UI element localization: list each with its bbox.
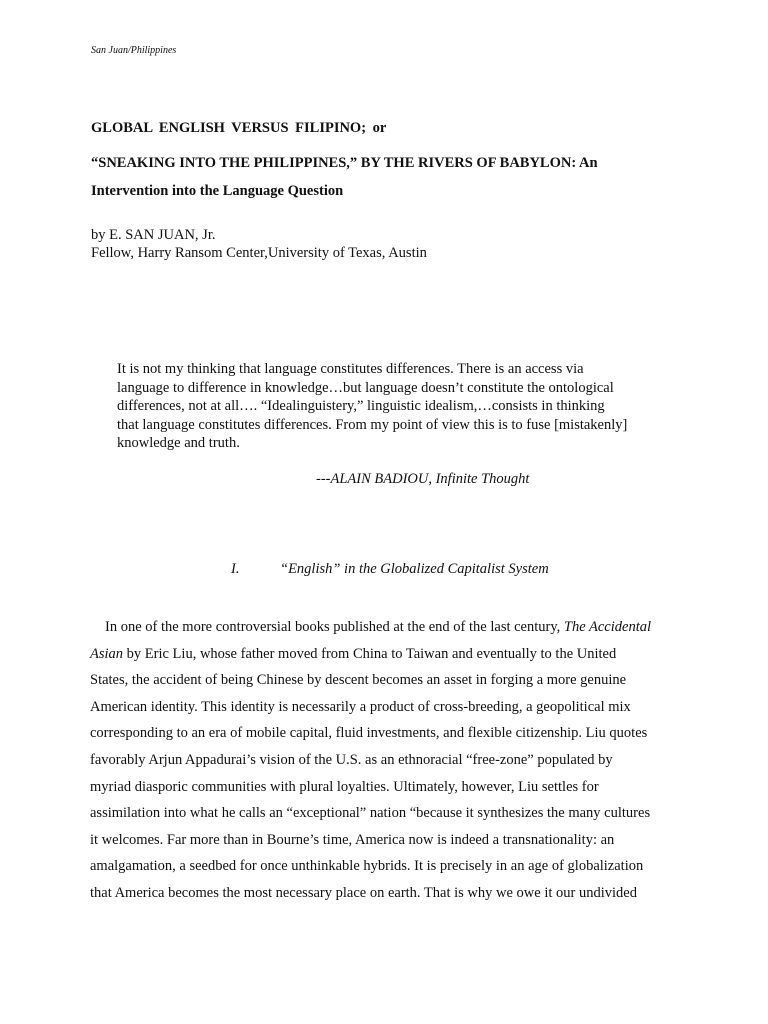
body-line	[90, 614, 680, 641]
body-line	[90, 641, 680, 668]
title-line-2: “SNEAKING INTO THE PHILIPPINES,” BY THE RIVERS OF BABYLON: An	[91, 155, 598, 171]
epigraph-line: differences, not at all…. “Idealinguistery,” linguistic idealism,…consists in thinking	[117, 398, 605, 414]
body-text-run: In one of the more controversial books published at the end of the last century,	[105, 619, 564, 635]
body-line: favorably Arjun Appadurai’s vision of the U.S. as an ethnoracial “free-zone” populated by	[90, 751, 613, 768]
body-line: that America becomes the most necessary place on earth. That is why we owe it our undivided	[90, 884, 637, 901]
epigraph-line: knowledge and truth.	[117, 435, 240, 451]
author-byline: by E. SAN JUAN, Jr.	[91, 227, 216, 243]
running-header: San Juan/Philippines	[91, 45, 177, 56]
section-heading: “English” in the Globalized Capitalist System	[280, 561, 549, 577]
epigraph-line: It is not my thinking that language constitutes differences. There is an access via	[117, 361, 584, 377]
body-line: assimilation into what he calls an “exceptional” nation “because it synthesizes the many cultures	[90, 805, 651, 822]
epigraph-attribution: ---ALAIN BADIOU, Infinite Thought	[316, 471, 530, 487]
epigraph-line: that language constitutes differences. From my point of view this is to fuse [mistakenly]	[117, 416, 628, 433]
body-line: American identity. This identity is necessarily a product of cross-breeding, a geopolitical mix	[90, 698, 631, 715]
book-title-italic: The Accidental	[563, 619, 652, 635]
epigraph-quote	[117, 360, 647, 453]
body-line: myriad diasporic communities with plural loyalties. Ultimately, however, Liu settles for	[90, 778, 599, 795]
author-affiliation: Fellow, Harry Ransom Center,University of Texas, Austin	[91, 245, 427, 261]
book-title-italic: Asian	[90, 645, 124, 662]
section-number: I.	[231, 561, 240, 577]
body-line: States, the accident of being Chinese by descent becomes an asset in forging a more genuine	[90, 672, 627, 689]
body-paragraph	[90, 614, 680, 907]
body-line: amalgamation, a seedbed for once unthinkable hybrids. It is precisely in an age of globalization	[90, 858, 644, 875]
title-line-3: Intervention into the Language Question	[91, 183, 344, 199]
body-line: it welcomes. Far more than in Bourne’s time, America now is indeed a transnationality: an	[90, 831, 615, 848]
epigraph-line: language to difference in knowledge…but language doesn’t constitute the ontological	[117, 379, 614, 396]
body-text-run: by Eric Liu, whose father moved from China to Taiwan and eventually to the United	[123, 645, 617, 662]
body-line: corresponding to an era of mobile capital, fluid investments, and flexible citizenship. Liu quotes	[90, 725, 648, 742]
title-line-1: GLOBAL ENGLISH VERSUS FILIPINO; or	[91, 120, 387, 136]
